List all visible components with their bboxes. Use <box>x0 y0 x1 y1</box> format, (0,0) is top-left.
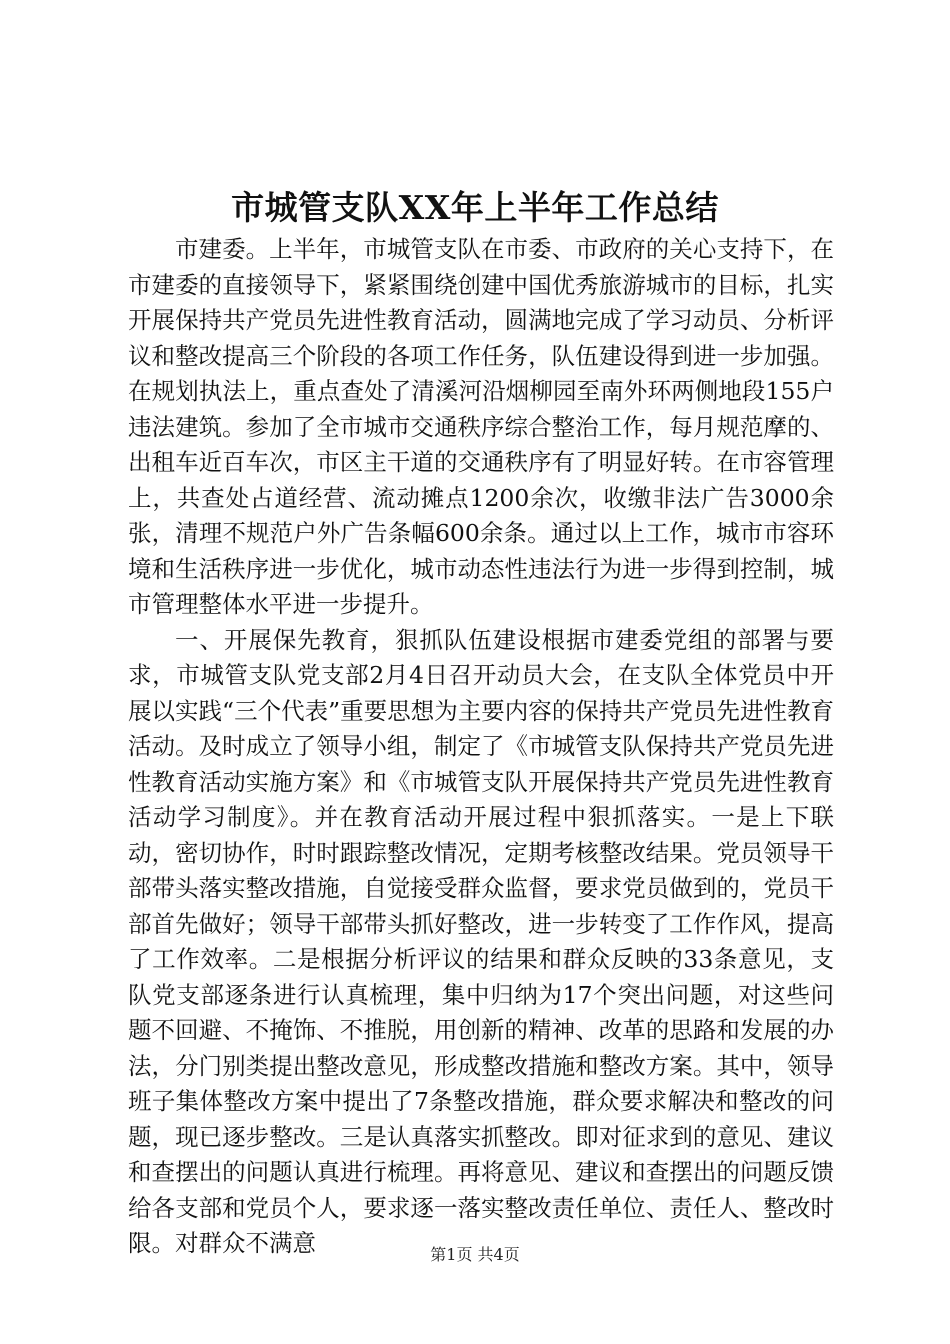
page-number: 第1页 共4页 <box>430 1245 520 1264</box>
document-body <box>128 232 834 1262</box>
document-title: 市城管支队XX年上半年工作总结 <box>231 188 719 227</box>
page-footer <box>0 1244 950 1266</box>
paragraph-section-1: 一、开展保先教育，狠抓队伍建设根据市建委党组的部署与要求，市城管支队党支部2月4日召开动员大会，在支队全体党员中开展以实践“三个代表”重要思想为主要内容的保持共产党员先进性教育活动。及时成立了领导小组，制定了《市城管支队保持共产党员先进性教育活动实施方案》和《市城管支队开展保持共产党员先进性教育活动学习制度》。并在教育活动开展过程中狠抓落实。一是上下联动，密切协作，时时跟踪整改情况，定期考核整改结果。党员领导干部带头落实整改措施，自觉接受群众监督，要求党员做到的，党员干部首先做好；领导干部带头抓好整改，进一步转变了工作作风，提高了工作效率。二是根据分析评议的结果和群众反映的33条意见，支队党支部逐条进行认真梳理，集中归纳为17个突出问题，对这些问题不回避、不掩饰、不推脱，用创新的精神、改革的思路和发展的办法，分门别类提出整改意见，形成整改措施和整改方案。其中，领导班子集体整改方案中提出了7条整改措施，群众要求解决和整改的问题，现已逐步整改。三是认真落实抓整改。即对征求到的意见、建议和查摆出的问题认真进行梳理。再将意见、建议和查摆出的问题反馈给各支部和党员个人，要求逐一落实整改责任单位、责任人、整改时限。对群众不满意 <box>128 625 834 1257</box>
paragraph-intro: 市建委。上半年，市城管支队在市委、市政府的关心支持下，在市建委的直接领导下，紧紧围绕创建中国优秀旅游城市的目标，扎实开展保持共产党员先进性教育活动，圆满地完成了学习动员、分析评议和整改提高三个阶段的各项工作任务，队伍建设得到进一步加强。在规划执法上，重点查处了清溪河沿烟柳园至南外环两侧地段155户违法建筑。参加了全市城市交通秩序综合整治工作，每月规范摩的、出租车近百车次，市区主干道的交通秩序有了明显好转。在市容管理上，共查处占道经营、流动摊点1200余次，收缴非法广告3000余张，清理不规范户外广告条幅600余条。通过以上工作，城市市容环境和生活秩序进一步优化，城市动态性违法行为进一步得到控制，城市管理整体水平进一步提升。 <box>128 235 834 618</box>
